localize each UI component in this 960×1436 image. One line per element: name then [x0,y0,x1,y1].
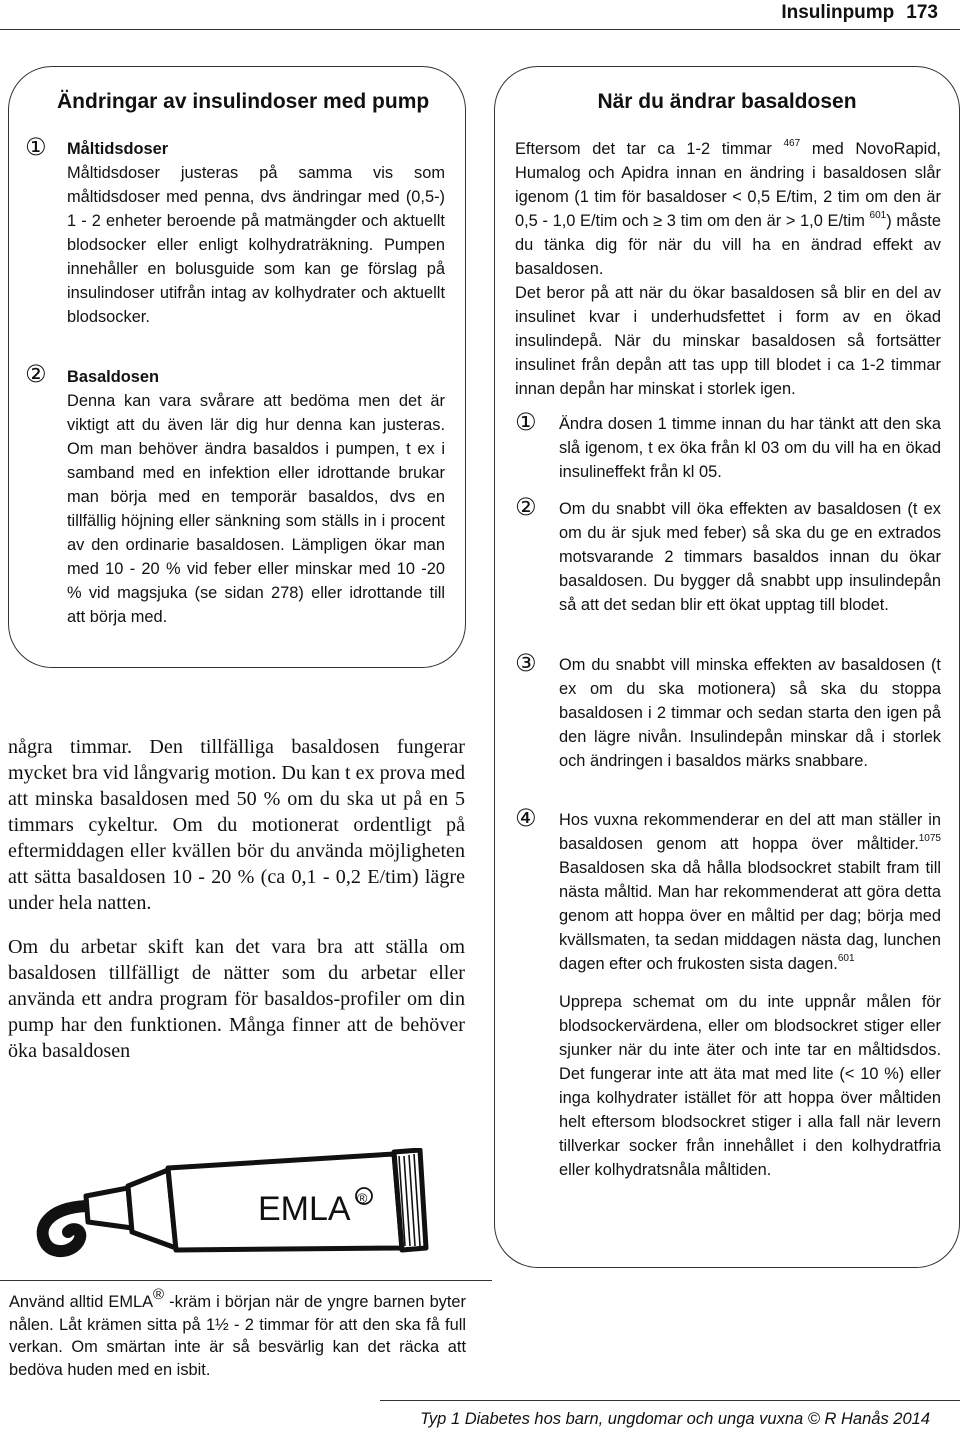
reference-467: 467 [783,137,801,149]
body-paragraph: Om du arbetar skift kan det vara bra att ställa om basaldosen tillfälligt de nätter som du arbetar eller använda ett andra program för basaldos-profiler om din pump har den funktionen. Många finner att de behöver öka basaldosen [8,936,465,1062]
left-item-heading: Basaldosen [67,368,160,386]
step-item [515,805,941,1182]
caption-text: -kräm i början när de yngre barnen byter nålen. Låt krämen sitta på 1½ - 2 timmar för att den ska få full verkan. Om smärtan inte är så besvärlig kan det räcka att bedöva huden med en isbit. [9,1293,467,1379]
step-text: Om du snabbt vill minska effekten av basaldosen (t ex om du ska motionera) så ska du stoppa basaldosen i 2 timmar och sedan starta den igen på den lägre nivån. Insulindepån minskar då i storlek och ändringen i basaldos märks snabbare. [559,656,941,770]
running-header [781,2,938,24]
step-item [515,409,941,484]
registered-mark: ® [357,1190,368,1206]
intro-paragraph: Eftersom det tar ca 1-2 timmar $^{467}$ med NovoRapid, Humalog och Apidra innan en ändring i basaldosen slår igenom (1 tim för basaldoser < 0,5 E/tim, 2 tim om den är 0,5 - 1,0 E/tim och ≥ 3 tim om den är > 1,0 E/tim $^{601}$) måste du tänka dig för när du vill ha en ändrad effekt av basaldosen. [515,137,941,278]
emla-label: EMLA [258,1190,351,1228]
caption-text: Använd alltid EMLA [9,1293,154,1311]
step-text: Hos vuxna rekommenderar en del att man ställer in basaldosen genom att hoppa över måltider.$^{1075}$ Basaldosen ska då hålla blodsockret stabilt fram till nästa måltid. Man har rekommenderat att göra detta genom att hoppa över en måltid per dag; börja med kvällsmaten, ta sedan middagen nästa dag, lunchen dagen efter och frukosten sista dagen.$^{601}$ [559,811,941,973]
left-info-box [8,66,466,668]
reference-1075: 1075 [918,832,941,844]
step-text-continued: Upprepa schemat om du inte uppnår målen för blodsockervärdena, eller om blodsockret stiger eller sjunker när du inte äter och inte tar en måltidsdos. Det fungerar inte att äta mat med lite (< 10 %) eller inga kolhydrater istället för att hoppa över måltiden helt eftersom blodsockret stiger i alla fall när levern tillverkar socker från innehållet i den kolhydratfria eller kolhydratsnåla måltiden. [559,993,941,1179]
left-item-meal-doses [67,137,445,329]
circled-number-1: ① [515,409,537,436]
left-item-heading: Måltidsdoser [67,140,169,158]
right-steps [515,409,941,1252]
body-text [8,734,465,1064]
page-footer: Typ 1 Diabetes hos barn, ungdomar och unga vuxna © R Hanås 2014 [420,1410,930,1428]
left-item-basal-dose [67,365,445,629]
step-item [515,494,941,617]
right-intro [515,137,941,401]
circled-number-2: ② [25,361,47,388]
circled-number-1: ① [25,134,47,161]
circled-number-3: ③ [515,650,537,677]
step-text: Ändra dosen 1 timme innan du har tänkt att den ska slå igenom, t ex öka från kl 03 om du vill ha en ökad insulineffekt från kl 05. [559,415,941,481]
page-number: 173 [906,2,938,23]
registered-mark: ® [153,1285,165,1303]
intro-paragraph-2: Det beror på att när du ökar basaldosen så blir en del av insulinet kvar i underhudsfettet i form av en ökad insulindepå. När du minskar basaldosen så fortsätter insulinet från depån att tas upp till blodet i ca 1-2 timmar innan depån har minskat i storlek igen. [515,284,941,398]
left-box-title: Ändringar av insulindoser med pump [57,90,430,113]
footer-rule [380,1400,960,1401]
step-text: Om du snabbt vill öka effekten av basaldosen (t ex om du är sjuk med feber) så ska du ge en extrados motsvarande 2 timmars basaldos innan du ökar basaldosen. Du bygger då snabbt upp insulindepån så att det sedan blir ett ökat upptag till blodet. [559,500,941,614]
reference-601: 601 [869,209,887,221]
reference-601: 601 [837,952,855,964]
emla-tube-illustration [28,1148,448,1260]
right-box-title: När du ändrar basaldosen [597,90,857,113]
circled-number-4: ④ [515,805,537,832]
step-item [515,650,941,773]
left-item-text: Denna kan vara svårare att bedöma men det är viktigt att du även lär dig hur denna kan justeras. Om man behöver ändra basaldos i pumpen, t ex i samband med en infektion eller idrottande brukar man börja med en temporär basaldos, dvs en tillfällig höjning eller sänkning som ställs in i procent av den ordinarie basaldosen. Lämpligen ökar man med 10 - 20 % vid feber eller minskar med 10 -20 % vid magsjuka (se sidan 278) eller idrottande till att börja med. [67,392,445,626]
header-title: Insulinpump [781,2,895,23]
header-rule [0,29,960,30]
left-item-text: Måltidsdoser justeras på samma vis som måltidsdoser med penna, dvs ändringar med (0,5-) 1 - 2 enheter beroende på matmängder och aktuellt blodsocker eller enligt kolhydraträkning. Pumpen innehåller en bolusguide som kan ge förslag på insulindoser utifrån intag av kolhydrater och aktuellt blodsocker. [67,164,445,326]
caption-rule [0,1280,492,1281]
figure-caption [9,1285,467,1381]
body-paragraph: några timmar. Den tillfälliga basaldosen fungerar mycket bra vid långvarig motion. Du kan t ex prova med att minska basaldosen med 50 % om du ska ut på en 5 timmars cykeltur. Om du motionerat ordentligt på eftermiddagen eller kvällen bör du använda möjligheten att sätta basaldosen 10 - 20 % (ca 0,1 - 0,2 E/tim) lägre under hela natten. [8,736,466,914]
right-info-box [494,66,960,1268]
circled-number-2: ② [515,494,537,521]
